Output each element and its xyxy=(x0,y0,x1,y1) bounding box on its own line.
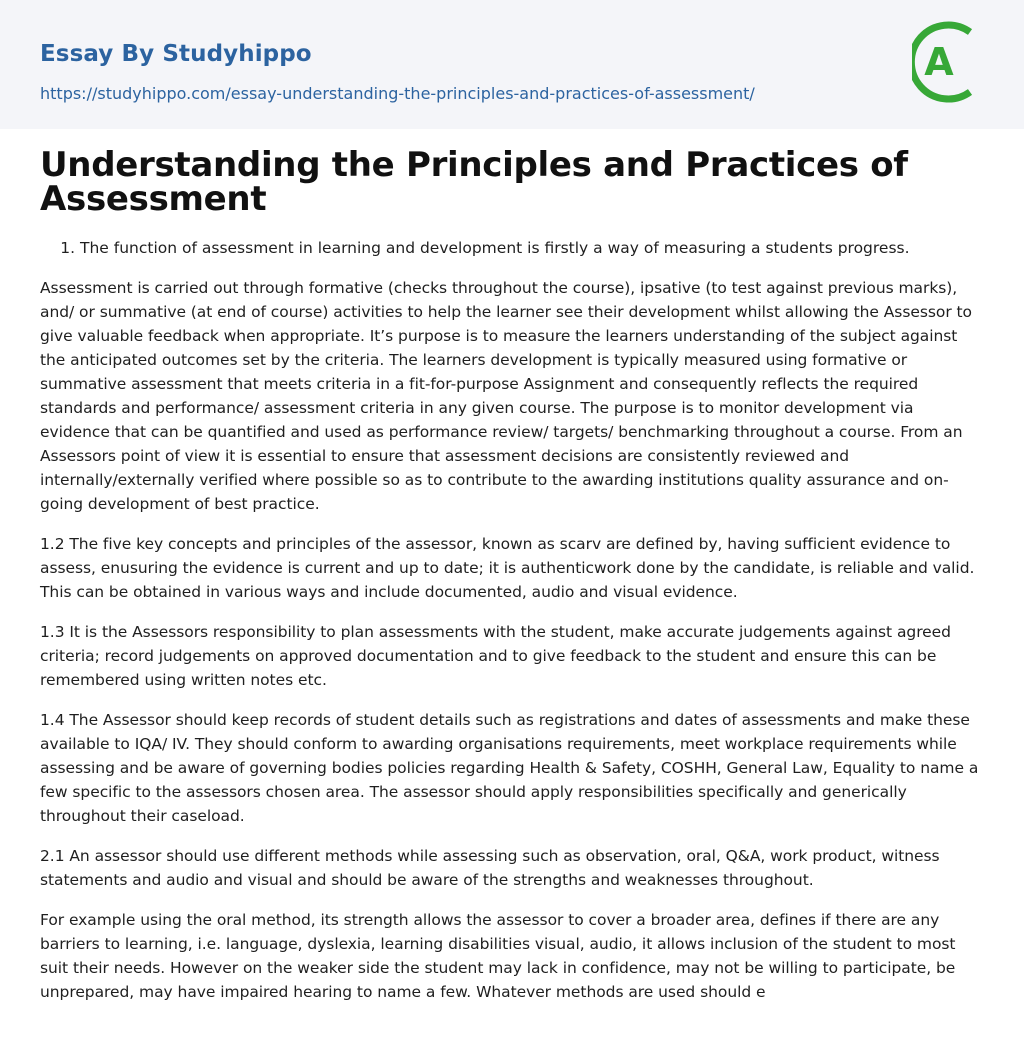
site-name[interactable]: Essay By Studyhippo xyxy=(40,41,312,67)
studyhippo-logo-icon[interactable] xyxy=(912,19,988,105)
essay-title: Understanding the Principles and Practices of Assessment xyxy=(40,145,908,219)
essay-list xyxy=(40,236,984,260)
essay-paragraph: 1.4 The Assessor should keep records of student details such as registrations and dates of assessments and make these available to IQA/ IV. They should conform to awarding organisations requirements, meet workplace requirements while assessing and be aware of governing bodies policies regarding Health & Safety, COSHH, General Law, Equality to name a few specific to the assessors chosen area. The assessor should apply responsibilities specifically and generically throughout their caseload. xyxy=(40,711,979,825)
logo-letter: A xyxy=(924,40,954,84)
essay-paragraph: 2.1 An assessor should use different methods while assessing such as observation, oral, Q&A, work product, witness statements and audio and visual and should be aware of the strengths and weaknesses throughout. xyxy=(40,847,940,889)
essay-paragraph: For example using the oral method, its strength allows the assessor to cover a broader area, defines if there are any barriers to learning, i.e. language, dyslexia, learning disabilities visual, audio, it allows inclusion of the student to most suit their needs. However on the weaker side the student may lack in confidence, may not be willing to participate, be unprepared, may have impaired hearing to name a few. Whatever methods are used should e xyxy=(40,911,956,1001)
essay-paragraph: Assessment is carried out through formative (checks throughout the course), ipsative (to test against previous marks), and/ or summative (at end of course) activities to help the learner see their development whilst allowing the Assessor to give valuable feedback when appropriate. It’s purpose is to measure the learners understanding of the subject against the anticipated outcomes set by the criteria. The learners development is typically measured using formative or summative assessment that meets criteria in a fit-for-purpose Assignment and consequently reflects the required standards and performance/ assessment criteria in any given course. The purpose is to monitor development via evidence that can be quantified and used as performance review/ targets/ benchmarking throughout a course. From an Assessors point of view it is essential to ensure that assessment decisions are consistently reviewed and internally/externally verified where possible so as to contribute to the awarding institutions quality assurance and on-going development of best practice. xyxy=(40,279,972,513)
list-item: 1. The function of assessment in learning and development is firstly a way of measuring a students progress. xyxy=(80,236,984,260)
essay-content xyxy=(40,145,984,1004)
essay-paragraph: 1.2 The five key concepts and principles of the assessor, known as scarv are defined by, having sufficient evidence to assess, enusuring the evidence is current and up to date; it is authenticwork done by the candidate, is reliable and valid. This can be obtained in various ways and include documented, audio and visual evidence. xyxy=(40,535,975,601)
site-header xyxy=(0,0,1024,129)
essay-paragraph: 1.3 It is the Assessors responsibility to plan assessments with the student, make accurate judgements against agreed criteria; record judgements on approved documentation and to give feedback to the student and ensure this can be remembered using written notes etc. xyxy=(40,623,951,689)
page-url-link[interactable]: https://studyhippo.com/essay-understanding-the-principles-and-practices-of-assessment/ xyxy=(40,84,755,103)
